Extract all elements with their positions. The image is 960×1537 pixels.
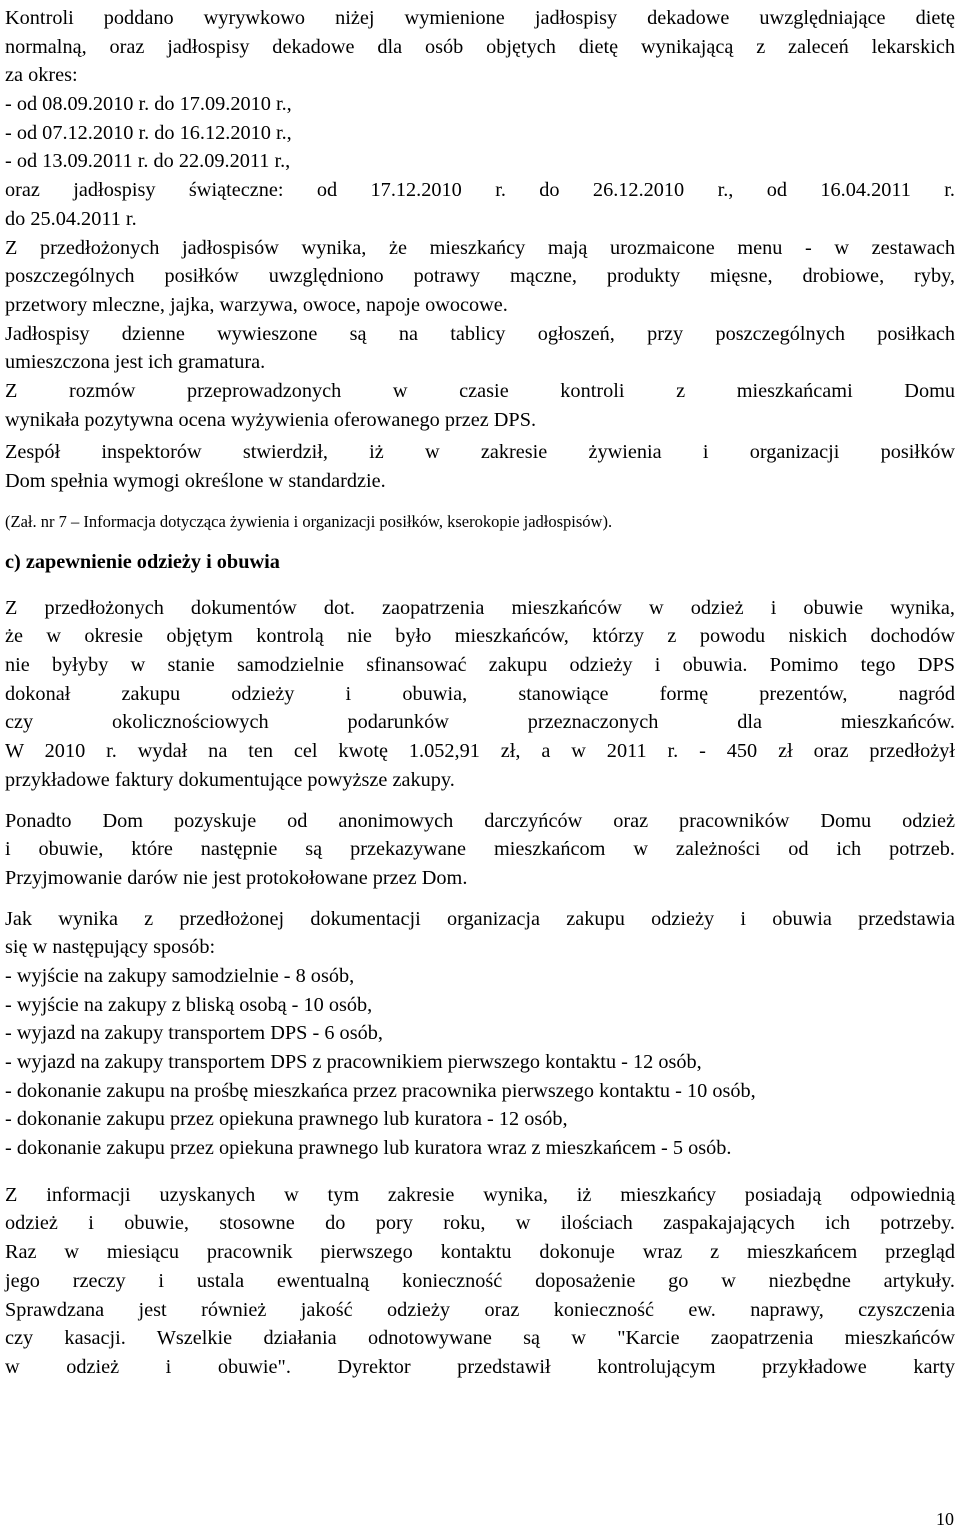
text-line: wynikała pozytywna ocena wyżywienia oferowanego przez DPS. <box>5 408 537 431</box>
text-line: Przyjmowanie darów nie jest protokołowane przez Dom. <box>5 866 468 889</box>
text-line: - od 08.09.2010 r. do 17.09.2010 r., <box>5 93 292 116</box>
text-line: W 2010 r. wydał na ten cel kwotę 1.052,91 zł, a w 2011 r. - 450 zł oraz przedłożył <box>5 740 955 763</box>
text-line: Ponadto Dom pozyskuje od anonimowych darczyńców oraz pracowników Domu odzież <box>5 809 955 832</box>
section-heading: c) zapewnienie odzieży i obuwia <box>5 550 280 573</box>
text-line: - dokonanie zakupu przez opiekuna prawnego lub kuratora - 12 osób, <box>5 1108 568 1131</box>
text-line: Zespół inspektorów stwierdził, iż w zakresie żywienia i organizacji posiłków <box>5 441 955 464</box>
text-line: nie byłyby w stanie samodzielnie sfinansować zakupu odzieży i obuwia. Pomimo tego DPS <box>5 654 955 677</box>
text-line: - wyjście na zakupy z bliską osobą - 10 osób, <box>5 993 373 1016</box>
resident-clothing-paragraph <box>5 1181 955 1382</box>
document-page <box>5 4 955 1382</box>
text-line: Z informacji uzyskanych w tym zakresie wynika, iż mieszkańcy posiadają odpowiednią <box>5 1183 955 1206</box>
text-line: Z przedłożonych dokumentów dot. zaopatrzenia mieszkańców w odzież i obuwie wynika, <box>5 596 955 619</box>
text-line: - wyjazd na zakupy transportem DPS z pracownikiem pierwszego kontaktu - 12 osób, <box>5 1051 702 1073</box>
text-line: Sprawdzana jest również jakość odzieży oraz konieczność ew. naprawy, czyszczenia <box>5 1298 955 1321</box>
text-line: w odzież i obuwie". Dyrektor przedstawił kontrolującym przykładowe karty <box>5 1355 955 1378</box>
text-line: Kontroli poddano wyrywkowo niżej wymienione jadłospisy dekadowe uwzględniające dietę <box>5 7 955 29</box>
text-line: Z rozmów przeprowadzonych w czasie kontroli z mieszkańcami Domu <box>5 379 955 402</box>
donations-paragraph <box>5 807 955 893</box>
text-line: przetwory mleczne, jajka, warzywa, owoce, napoje owocowe. <box>5 293 508 316</box>
purchase-organization-list <box>5 905 955 1163</box>
text-line: przykładowe faktury dokumentujące powyższe zakupy. <box>5 768 455 791</box>
text-line: Jadłospisy dzienne wywieszone są na tablicy ogłoszeń, przy poszczególnych posiłkach <box>5 322 955 345</box>
text-line: dokonał zakupu odzieży i obuwia, stanowiące formę prezentów, nagród <box>5 682 955 705</box>
text-line: czy kasacji. Wszelkie działania odnotowywane są w "Karcie zaopatrzenia mieszkańców <box>5 1327 955 1350</box>
text-line: się w następujący sposób: <box>5 936 216 959</box>
text-line: umieszczona jest ich gramatura. <box>5 351 266 374</box>
text-line: - od 07.12.2010 r. do 16.12.2010 r., <box>5 121 292 144</box>
clothing-purchase-paragraph <box>5 594 955 795</box>
text-line: poszczególnych posiłków uwzględniono potrawy mączne, produkty mięsne, drobiowe, ryby, <box>5 265 955 288</box>
text-line: - dokonanie zakupu na prośbę mieszkańca przez pracownika pierwszego kontaktu - 10 osób, <box>5 1079 756 1102</box>
text-line: normalną, oraz jadłospisy dekadowe dla osób objętych dietę wynikającą z zaleceń lekarskich <box>5 35 955 58</box>
text-line: odzież i obuwie, stosowne do pory roku, w ilościach zaspakajających ich potrzeby. <box>5 1212 955 1235</box>
text-line: - dokonanie zakupu przez opiekuna prawnego lub kuratora wraz z mieszkańcem - 5 osób. <box>5 1137 732 1160</box>
text-line: Jak wynika z przedłożonej dokumentacji organizacja zakupu odzieży i obuwia przedstawia <box>5 907 955 930</box>
text-line: że w okresie objętym kontrolą nie było mieszkańców, którzy z powodu niskich dochodów <box>5 625 955 648</box>
text-line: - wyjście na zakupy samodzielnie - 8 osób, <box>5 964 355 987</box>
text-line: jego rzeczy i ustala ewentualną konieczność doposażenie go w niezbędne artykuły. <box>5 1269 955 1292</box>
text-line: oraz jadłospisy świąteczne: od 17.12.2010 r. do 26.12.2010 r., od 16.04.2011 r. <box>5 179 955 202</box>
inspection-conclusion-paragraph <box>5 438 955 495</box>
text-line: do 25.04.2011 r. <box>5 207 137 230</box>
attachment-note: (Zał. nr 7 – Informacja dotycząca żywienia i organizacji posiłków, kserokopie jadłospisów). <box>5 511 613 531</box>
text-line: - od 13.09.2011 r. do 22.09.2011 r., <box>5 150 291 173</box>
text-line: czy okolicznościowych podarunków przeznaczonych dla mieszkańców. <box>5 711 955 734</box>
text-line: Dom spełnia wymogi określone w standardzie. <box>5 470 386 492</box>
text-line: Z przedłożonych jadłospisów wynika, że mieszkańcy mają urozmaicone menu - w zestawach <box>5 236 955 259</box>
diet-menu-paragraph <box>5 4 955 434</box>
text-line: - wyjazd na zakupy transportem DPS - 6 osób, <box>5 1022 383 1045</box>
page-number: 10 <box>936 1509 954 1529</box>
text-line: za okres: <box>5 64 78 87</box>
text-line: Raz w miesiącu pracownik pierwszego kontaktu dokonuje wraz z mieszkańcem przegląd <box>5 1241 955 1264</box>
text-line: i obuwie, które następnie są przekazywane mieszkańcom w zależności od ich potrzeb. <box>5 838 955 861</box>
